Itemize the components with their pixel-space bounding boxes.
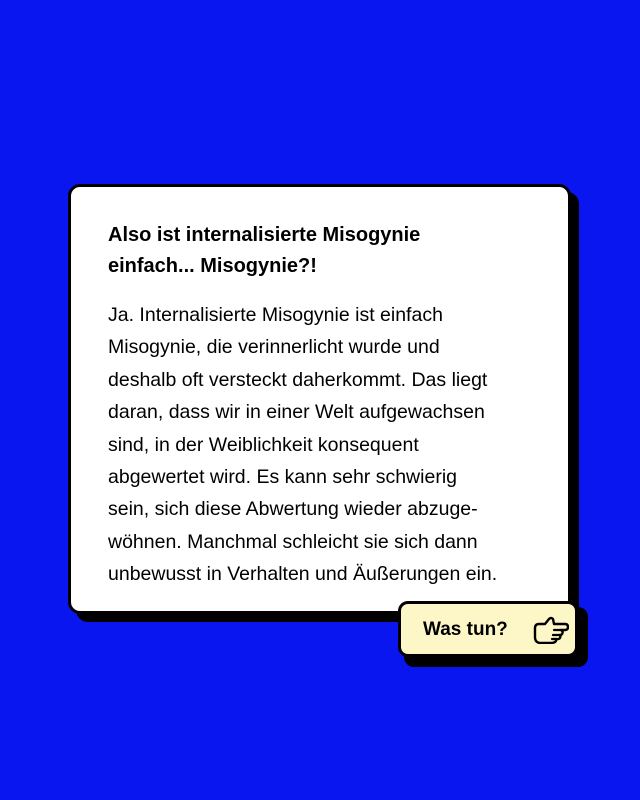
- was-tun-label: Was tun?: [423, 619, 508, 640]
- card-title: Also ist internalisierte Misogynie einfach... Misogynie?!: [108, 224, 421, 277]
- pointing-hand-icon: [533, 616, 569, 644]
- card-body-text: Ja. Internalisierte Misogynie ist einfach Misogynie, die verinnerlicht wurde und deshalb oft versteckt daherkommt. Das liegt daran, dass wir in einer Welt aufgewachsen sind, in der Weiblichkeit konsequent abgewertet wird. Es kann sehr schwierig sein, sich diese Abwertung wieder abzuge- wöhnen. Manchmal schleicht sie sich dann unbewusst in Verhalten und Äußerungen ein.: [108, 304, 498, 586]
- info-card: [68, 184, 571, 614]
- was-tun-button[interactable]: [398, 601, 578, 657]
